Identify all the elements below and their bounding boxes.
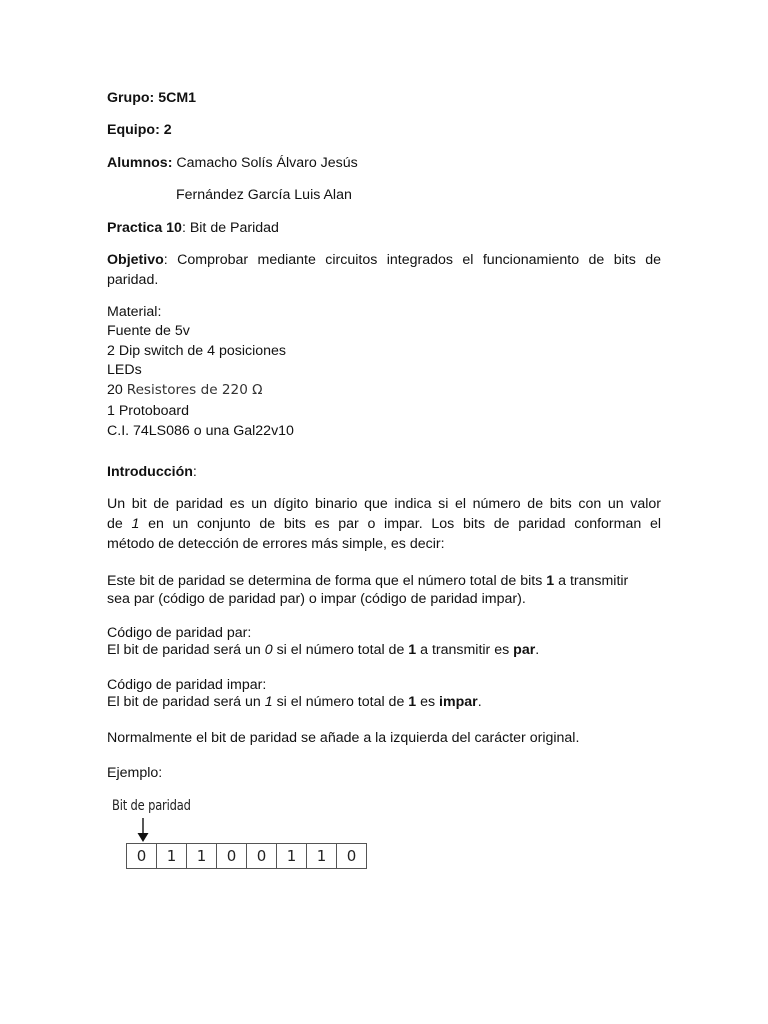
bit-cell: 0: [346, 847, 357, 865]
bit-cell: 0: [247, 844, 277, 868]
bit-cell: 0: [127, 844, 157, 868]
material-item: 1 Protoboard: [107, 403, 190, 419]
bit-cell: 1: [187, 844, 217, 868]
intro-p2-line-2: sea par (código de paridad par) o impar (código de paridad impar).: [107, 591, 526, 607]
material-item: C.I. 74LS086 o una Gal22v10: [107, 423, 294, 439]
bit-cell: 1: [157, 844, 187, 868]
grupo-line: Grupo: 5CM1: [107, 90, 197, 106]
bit-cell: 0: [217, 844, 247, 868]
resistores-text: Resistores de 220 Ω: [126, 382, 263, 398]
ejemplo-label: Ejemplo:: [107, 765, 163, 781]
normalmente-paragraph: Normalmente el bit de paridad se añade a la izquierda del carácter original.: [107, 730, 580, 746]
material-heading: Material:: [107, 304, 162, 320]
alumnos-label: Alumnos:: [107, 155, 173, 171]
practica-line: [107, 219, 279, 238]
bit-cell: 1: [307, 844, 337, 868]
par-rule: El bit de paridad será un 0 si el número total de 1 a transmitir es par.: [107, 642, 540, 658]
alumnos-line: [107, 154, 358, 173]
alumno-1: Camacho Solís Álvaro Jesús: [172, 155, 358, 171]
material-item: Fuente de 5v: [107, 323, 190, 339]
objetivo-label: Objetivo: [107, 252, 164, 268]
practica-label: Practica 10: [107, 220, 182, 236]
objetivo-line-2: paridad.: [107, 272, 159, 288]
material-item: 2 Dip switch de 4 posiciones: [107, 343, 287, 359]
parity-example-figure: [110, 797, 366, 871]
introduccion-heading: Introducción:: [107, 464, 197, 480]
impar-rule: El bit de paridad será un 1 si el número total de 1 es impar.: [107, 694, 482, 710]
arrow-down-icon: [136, 817, 150, 843]
material-item-resistores: 20 Resistores de 220 Ω: [107, 382, 263, 398]
objetivo-line-1: Objetivo: Comprobar mediante circuitos integrados el funcionamiento de bits de: [107, 252, 661, 268]
intro-p1-line-2: de 1 en un conjunto de bits es par o impar. Los bits de paridad conforman el: [107, 516, 661, 532]
alumno-2: Fernández García Luis Alan: [176, 187, 352, 203]
equipo-line: Equipo: 2: [107, 122, 172, 138]
bit-cell: 1: [277, 844, 307, 868]
figure-label: Bit de paridad: [112, 798, 191, 814]
impar-heading: Código de paridad impar:: [107, 677, 267, 693]
practica-title: : Bit de Paridad: [181, 220, 279, 236]
intro-p1-line-1: Un bit de paridad es un dígito binario que indica si el número de bits con un valor: [107, 496, 661, 512]
par-heading: Código de paridad par:: [107, 625, 252, 641]
bit-sequence: [126, 843, 367, 869]
intro-p1-line-3: método de detección de errores más simple, es decir:: [107, 536, 445, 552]
material-item: LEDs: [107, 362, 142, 378]
intro-p2-line-1: Este bit de paridad se determina de forma que el número total de bits 1 a transmitir: [107, 573, 629, 589]
